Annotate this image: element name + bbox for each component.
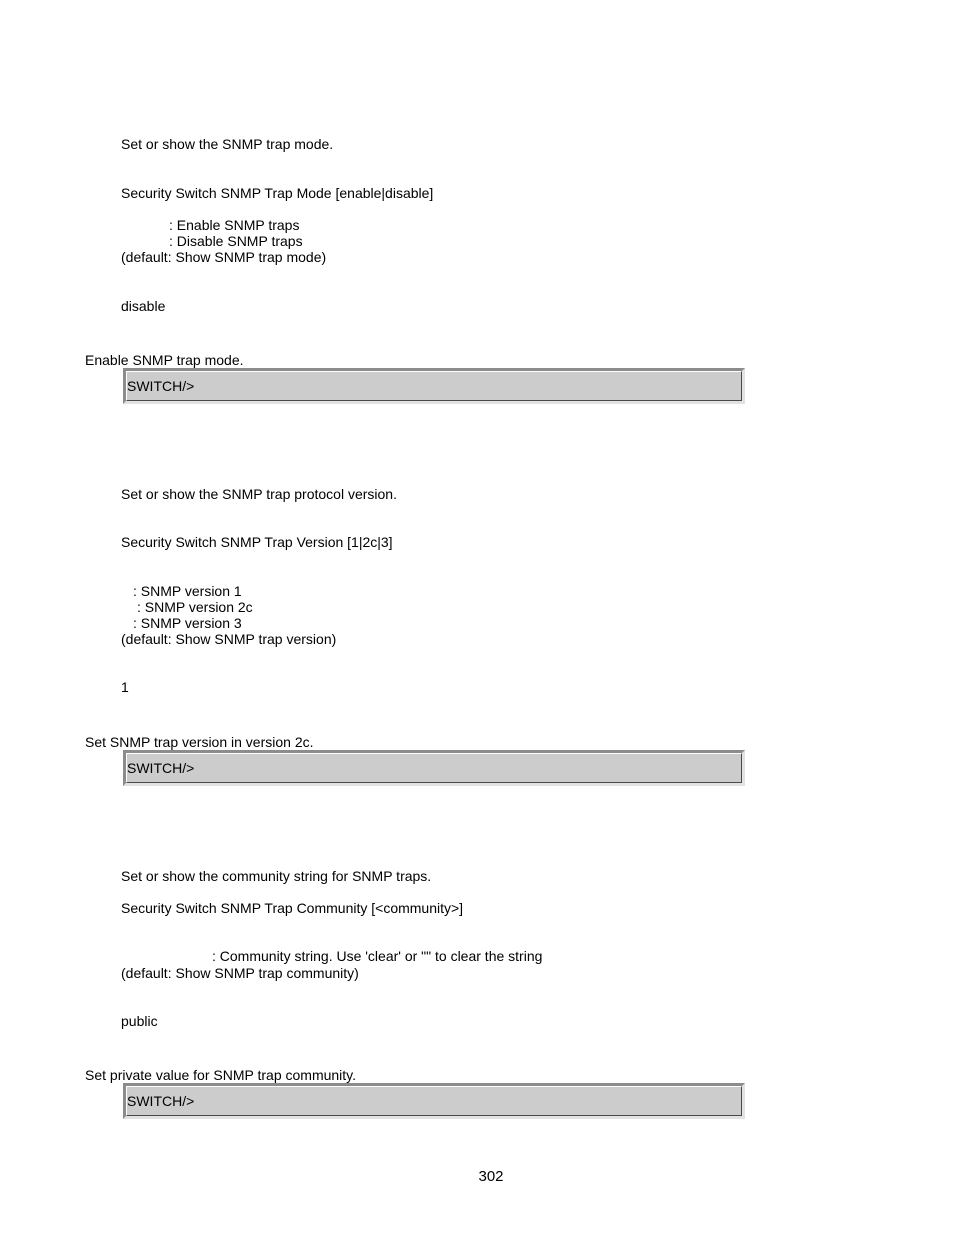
trap-version-default-value: 1 [121, 679, 129, 695]
trap-community-param-default: (default: Show SNMP trap community) [121, 965, 359, 981]
trap-version-example-prompt: SWITCH/> [127, 760, 195, 776]
trap-community-example-description: Set private value for SNMP trap community. [85, 1067, 357, 1083]
trap-mode-default-value: disable [121, 298, 166, 314]
trap-community-default-value: public [121, 1013, 158, 1029]
trap-mode-example-description: Enable SNMP trap mode. [85, 352, 244, 368]
trap-mode-syntax: Security Switch SNMP Trap Mode [enable|disable] [121, 185, 434, 201]
page-number: 302 [478, 1168, 504, 1185]
trap-mode-example-prompt: SWITCH/> [127, 378, 195, 394]
trap-version-example-box [123, 750, 745, 786]
trap-version-param-default: (default: Show SNMP trap version) [121, 631, 337, 647]
trap-version-param-v2c: : SNMP version 2c [137, 599, 253, 615]
trap-version-param-v3: : SNMP version 3 [133, 615, 242, 631]
trap-community-example-box [123, 1083, 745, 1119]
trap-mode-example-box [123, 368, 745, 404]
trap-mode-description: Set or show the SNMP trap mode. [121, 136, 334, 152]
trap-version-description: Set or show the SNMP trap protocol version. [121, 486, 397, 502]
trap-community-syntax: Security Switch SNMP Trap Community [<community>] [121, 900, 464, 916]
trap-version-param-v1: : SNMP version 1 [133, 583, 242, 599]
trap-version-example-description: Set SNMP trap version in version 2c. [85, 734, 314, 750]
trap-mode-param-enable: : Enable SNMP traps [169, 217, 300, 233]
trap-mode-param-default: (default: Show SNMP trap mode) [121, 249, 327, 265]
trap-community-description: Set or show the community string for SNMP traps. [121, 868, 432, 884]
trap-mode-param-disable: : Disable SNMP traps [169, 233, 303, 249]
trap-version-syntax: Security Switch SNMP Trap Version [1|2c|3] [121, 534, 393, 550]
trap-community-example-prompt: SWITCH/> [127, 1093, 195, 1109]
trap-community-param: : Community string. Use 'clear' or "" to clear the string [212, 948, 543, 964]
